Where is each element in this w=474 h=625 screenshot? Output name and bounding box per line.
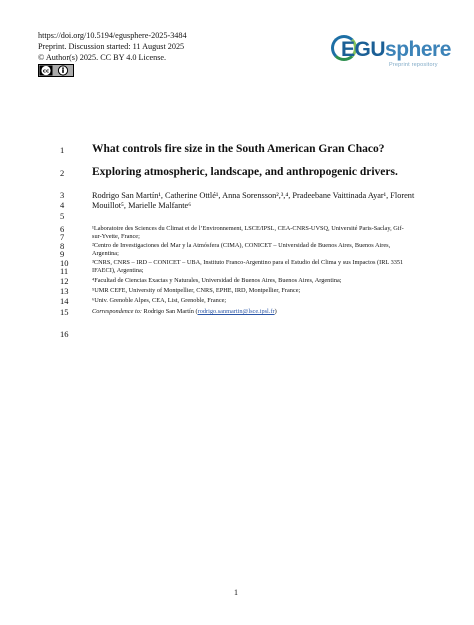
affiliation-2-line2: Argentina; <box>92 250 119 257</box>
svg-text:cc: cc <box>42 68 50 75</box>
copyright-symbol: © <box>38 53 45 62</box>
cc-by-icon <box>38 64 74 77</box>
line-number: 11 <box>60 266 69 276</box>
line-number: 15 <box>60 307 69 317</box>
paper-title-line2: Exploring atmospheric, landscape, and anthropogenic drivers. <box>92 166 398 178</box>
affiliation-1-line1: ¹Laboratoire des Sciences du Climat et de l’Environnement, LSCE/IPSL, CEA-CNRS-UVSQ, Université Paris-Saclay, Gif- <box>92 225 404 232</box>
line-number: 10 <box>60 258 69 268</box>
line-number: 7 <box>60 232 65 242</box>
author-list-line2: Mouillot⁵, Marielle Malfante⁶ <box>92 201 192 210</box>
correspondence-label: Correspondence to: <box>92 308 142 315</box>
line-number: 13 <box>60 286 69 296</box>
logo-subtitle: Preprint repository <box>389 62 438 68</box>
line-number: 2 <box>60 168 65 178</box>
line-number: 5 <box>60 211 65 221</box>
line-number: 6 <box>60 224 65 234</box>
doi-link[interactable]: https://doi.org/10.5194/egusphere-2025-3484 <box>38 31 187 40</box>
line-number: 8 <box>60 241 65 251</box>
affiliation-3-line1: ³CNRS, CNRS – IRD – CONICET – UBA, Instituto Franco-Argentino para el Estudio del Clima y sus Impactos (IRL 3351 <box>92 259 404 266</box>
line-number: 3 <box>60 190 65 200</box>
affiliation-2-line1: ²Centro de Investigaciones del Mar y la Atmósfera (CIMA), CONICET – Universidad de Buenos Aires, Buenos Aires, <box>92 242 391 249</box>
line-number: 1 <box>60 145 65 155</box>
affiliation-4: ⁴Facultad de Ciencias Exactas y Naturales, Universidad de Buenos Aires, Buenos Aires, Argentina; <box>92 277 342 284</box>
correspondence-email-link[interactable]: rodrigo.sanmartin@lsce.ipsl.fr <box>197 308 275 315</box>
line-number: 9 <box>60 249 65 259</box>
line-number: 4 <box>60 200 65 210</box>
page-number: 1 <box>234 588 238 597</box>
correspondence-line: Correspondence to: Rodrigo San Martín (rodrigo.sanmartin@lsce.ipsl.fr) <box>92 308 277 315</box>
preprint-date: Preprint. Discussion started: 11 August 2025 <box>38 42 185 51</box>
affiliation-6: ⁶Univ. Grenoble Alpes, CEA, List, Grenoble, France; <box>92 297 227 304</box>
affiliation-3-line2: IFAECI), Argentina; <box>92 267 144 274</box>
preprint-header <box>38 30 187 63</box>
line-number: 12 <box>60 276 69 286</box>
line-number: 16 <box>60 329 69 339</box>
egusphere-logo: EGUsphere Preprint repository <box>331 33 443 73</box>
line-number: 14 <box>60 296 69 306</box>
paper-title-line1: What controls fire size in the South American Gran Chaco? <box>92 143 385 155</box>
author-list-line1: Rodrigo San Martín¹, Catherine Ottlé¹, Anna Sorensson²,³,⁴, Pradeebane Vaittinada Ayar¹, Florent <box>92 191 415 200</box>
copyright-line: © Author(s) 2025. CC BY 4.0 License. <box>38 53 167 62</box>
affiliation-5: ⁵UMR CEFE, University of Montpellier, CNRS, EPHE, IRD, Montpellier, France; <box>92 287 301 294</box>
affiliation-1-line2: sur-Yvette, France; <box>92 233 140 240</box>
